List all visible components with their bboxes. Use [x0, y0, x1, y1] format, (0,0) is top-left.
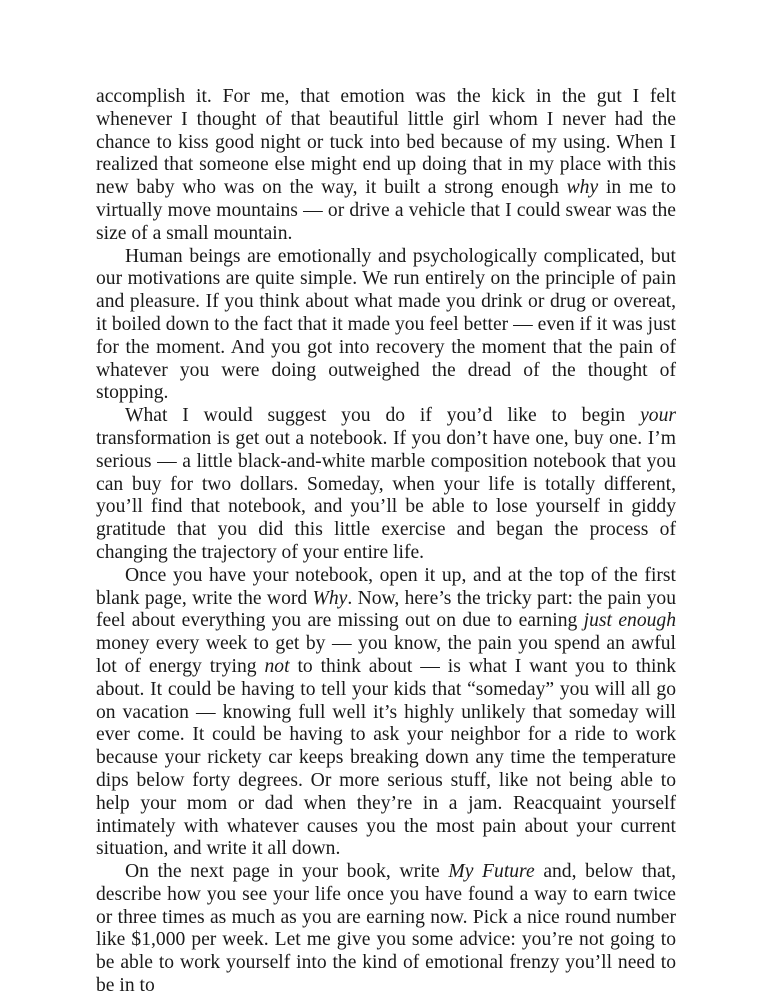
paragraph-4-text-1: Once you have your notebook, open it up, and at the top of the first blank page, write the word	[96, 564, 676, 609]
paragraph-1-text-2: in me to virtually move mountains — or drive a vehicle that I could swear was the size of a small mountain.	[96, 177, 676, 244]
book-page-body	[96, 86, 676, 998]
paragraph-4-text-3: money every week to get by — you know, the pain you spend an awful lot of energy trying	[96, 633, 676, 677]
paragraph-3	[96, 405, 676, 565]
paragraph-5-text-2: and, below that, describe how you see your life once you have found a way to earn twice or three times as much as you are earning now. Pick a nice round number like $1,000 per week. Let me give you some advice: you’re not going to be able to work yourself into the kind of emotional frenzy you’ll need to be in to	[96, 861, 676, 997]
paragraph-2	[96, 246, 676, 406]
paragraph-4-emphasis-why: Why	[312, 587, 348, 609]
paragraph-3-text-2: transformation is get out a notebook. If you don’t have one, buy one. I’m serious — a little black-and-white marble composition notebook that you can buy for two dollars. Someday, when your life is totally different, you’ll find that notebook, and you’ll be able to lose yourself in giddy gratitude that you did this little exercise and began the process of changing the trajectory of your entire life.	[96, 427, 676, 563]
paragraph-4-emphasis-not: not	[264, 655, 290, 677]
paragraph-4-emphasis-just-enough: just enough	[583, 610, 677, 632]
paragraph-5	[96, 861, 676, 998]
paragraph-1	[96, 86, 676, 246]
paragraph-5-emphasis-my-future: My Future	[448, 861, 535, 883]
paragraph-4-text-2: . Now, here’s the tricky part: the pain you feel about everything you are missing out on due to earning	[96, 587, 677, 632]
paragraph-2-text-1: Human beings are emotionally and psychologically complicated, but our motivations are quite simple. We run entirely on the principle of pain and pleasure. If you think about what made you drink or drug or overeat, it boiled down to the fact that it made you feel better — even if it was just for the moment. And you got into recovery the moment that the pain of whatever you were doing outweighed the dread of the thought of stopping.	[96, 245, 676, 404]
paragraph-3-text-1: What I would suggest you do if you’d like to begin	[125, 405, 641, 427]
paragraph-4-text-4: to think about — is what I want you to think about. It could be having to tell your kids that “someday” you will all go on vacation — knowing full well it’s highly unlikely that someday will ever come. It could be having to ask your neighbor for a ride to work because your rickety car keeps breaking down any time the temperature dips below forty degrees. Or more serious stuff, like not being able to help your mom or dad when they’re in a jam. Reacquaint yourself intimately with whatever causes you the most pain about your current situation, and write it all down.	[96, 655, 676, 860]
paragraph-4	[96, 565, 676, 861]
paragraph-3-emphasis-your: your	[640, 405, 676, 427]
paragraph-1-text-1: accomplish it. For me, that emotion was the kick in the gut I felt whenever I thought of that beautiful little girl whom I never had the chance to kiss good night or tuck into bed because of my using. When I realized that someone else might end up doing that in my place with this new baby who was on the way, it built a strong enough	[96, 86, 676, 199]
paragraph-5-text-1: On the next page in your book, write	[125, 861, 449, 883]
paragraph-1-emphasis-why: why	[566, 177, 599, 199]
